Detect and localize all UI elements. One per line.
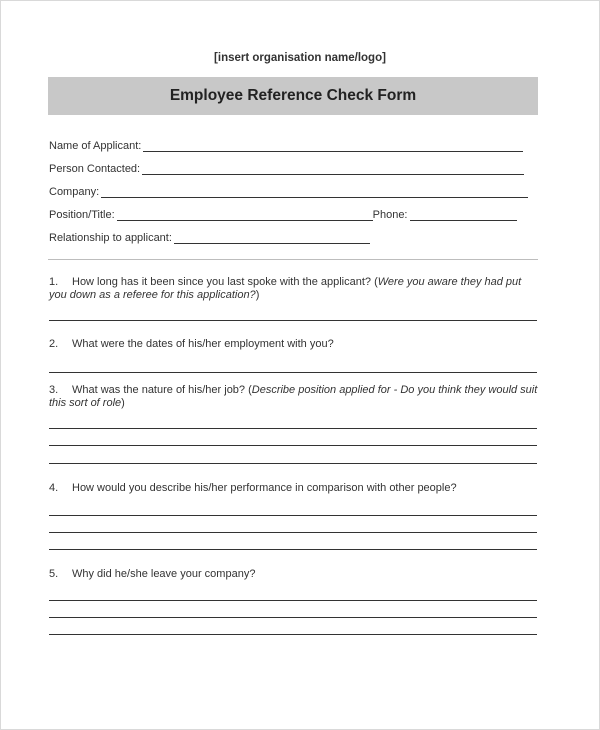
title-banner [48,77,538,115]
answer-line[interactable] [49,515,537,516]
organisation-placeholder: [insert organisation name/logo] [214,52,386,64]
answer-line[interactable] [49,600,537,601]
section-divider [48,259,538,260]
company-field[interactable] [101,186,528,198]
person-contacted-field[interactable] [142,163,524,175]
question-number: 5. [49,568,59,580]
question-5 [49,568,541,581]
answer-line[interactable] [49,532,537,533]
question-text: How would you describe his/her performance in comparison with other people? [72,482,457,494]
question-number: 3. [49,384,59,396]
company-row [49,184,528,198]
position-field[interactable] [117,209,373,221]
answer-line[interactable] [49,372,537,373]
answer-line[interactable] [49,634,537,635]
relationship-row [49,230,370,244]
question-4 [49,482,541,495]
question-number: 1. [49,276,59,288]
answer-line[interactable] [49,549,537,550]
question-text: How long has it been since you last spoke with the applicant? ( [72,276,378,288]
person-contacted-row [49,161,524,175]
question-note: Were you aware they had put you down as a referee for this application? [49,276,522,301]
position-label: Position/Title: [49,209,115,221]
relationship-label: Relationship to applicant: [49,232,172,244]
phone-field[interactable] [410,209,517,221]
applicant-name-row [49,138,523,152]
question-1 [49,276,541,302]
question-tail: ) [255,289,260,301]
question-note: Describe position applied for - Do you think they would suit this sort of role [49,384,538,409]
relationship-field[interactable] [174,232,370,244]
applicant-name-field[interactable] [143,140,523,152]
question-tail: ) [121,397,125,409]
question-3 [49,384,541,410]
applicant-name-label: Name of Applicant: [49,140,142,152]
question-text: What was the nature of his/her job? ( [72,384,252,396]
position-phone-row [49,207,517,221]
answer-line[interactable] [49,320,537,321]
question-text: Why did he/she leave your company? [72,568,256,580]
answer-line[interactable] [49,463,537,464]
answer-line[interactable] [49,428,537,429]
form-title: Employee Reference Check Form [169,87,417,104]
answer-line[interactable] [49,445,537,446]
question-2 [49,338,541,351]
question-number: 4. [49,482,59,494]
question-text: What were the dates of his/her employment with you? [72,338,334,350]
phone-label: Phone: [372,209,408,221]
question-number: 2. [49,338,59,350]
answer-line[interactable] [49,617,537,618]
person-contacted-label: Person Contacted: [49,163,141,175]
company-label: Company: [49,186,100,198]
